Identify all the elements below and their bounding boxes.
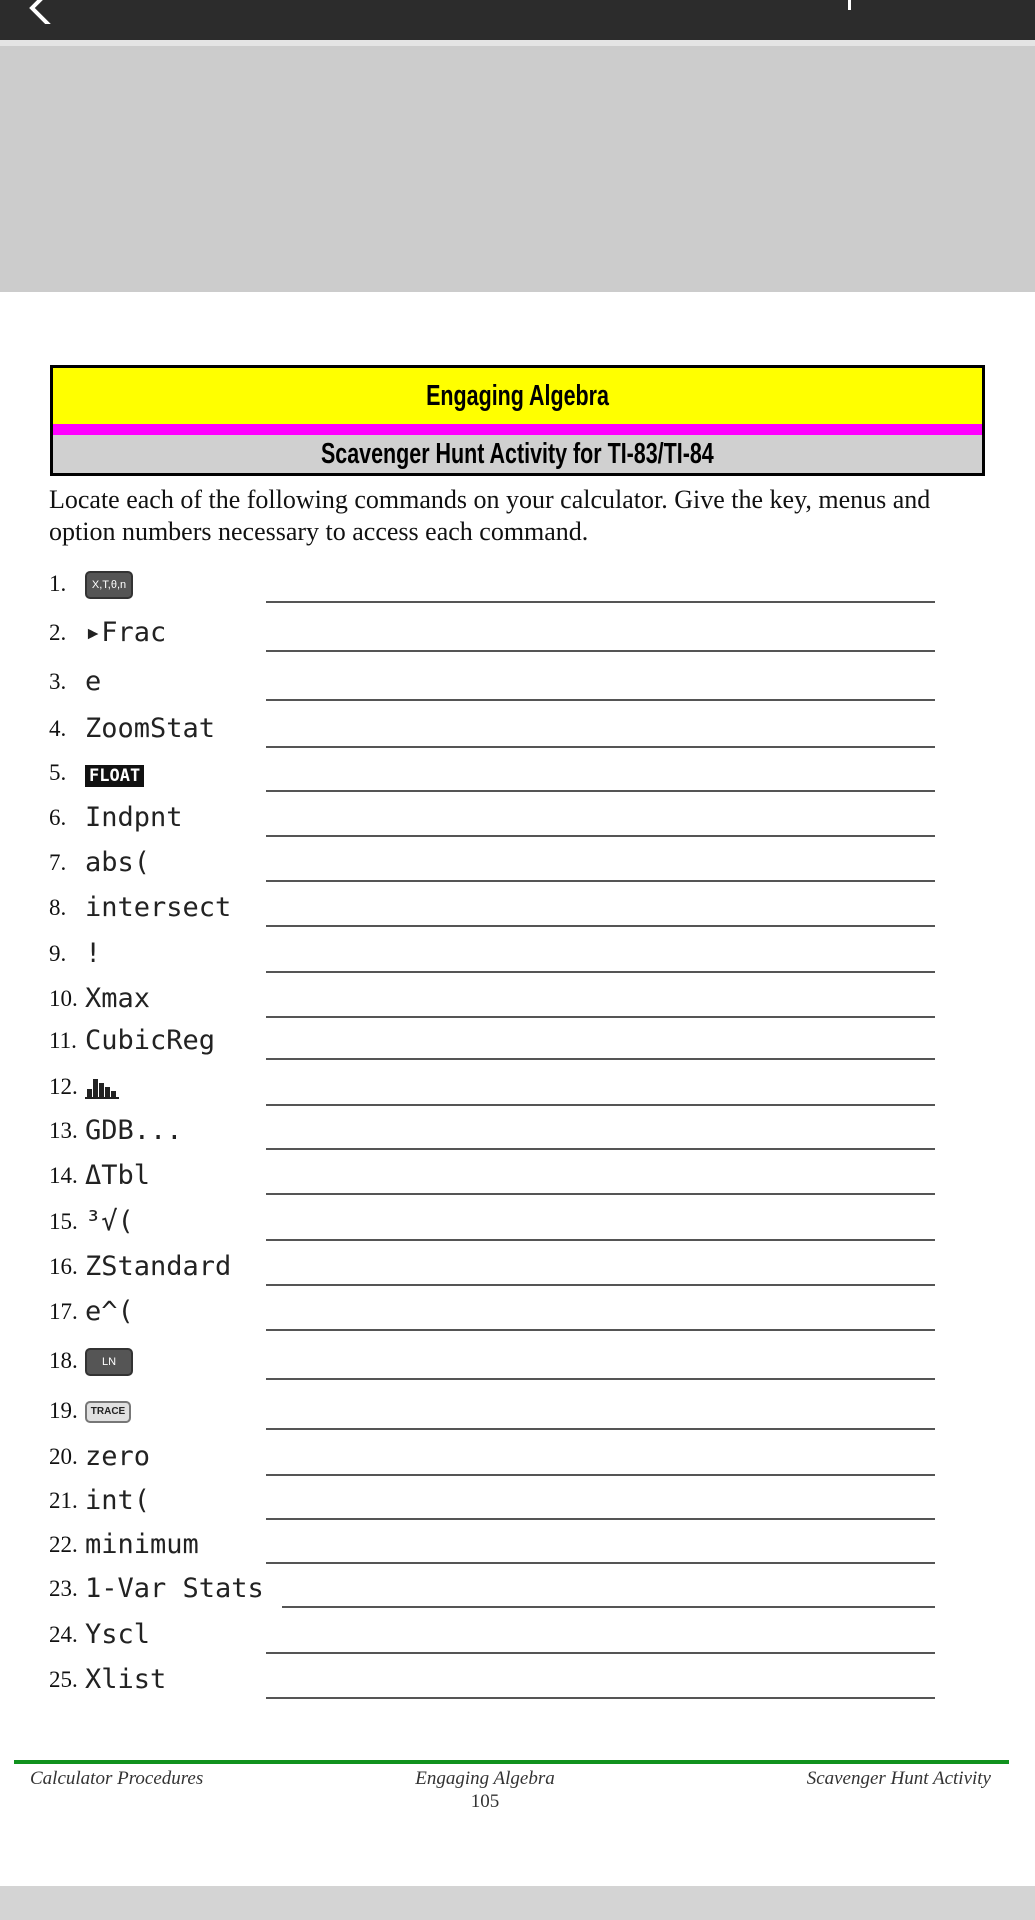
item-number: 4. [49,716,67,741]
answer-blank[interactable] [266,1193,935,1195]
answer-blank[interactable] [266,1428,935,1430]
histogram-icon [85,1071,123,1102]
answer-blank[interactable] [266,835,935,837]
answer-blank[interactable] [266,601,935,603]
answer-blank[interactable] [266,1104,935,1106]
answer-blank[interactable] [266,1562,935,1564]
answer-blank[interactable] [266,699,935,701]
answer-blank[interactable] [266,1329,935,1331]
menu-icon[interactable] [848,0,851,10]
answer-blank[interactable] [266,1474,935,1476]
answer-blank[interactable] [266,1378,935,1380]
answer-blank[interactable] [266,650,935,652]
footer-left-text: Calculator Procedures [30,1768,204,1789]
calculator-key [85,1395,131,1426]
calculator-key-label: X,T,θ,n [85,571,133,599]
answer-blank[interactable] [266,790,935,792]
item-number: 20. [49,1444,78,1469]
banner-stripe [53,424,982,435]
item-number: 24. [49,1622,78,1647]
answer-blank[interactable] [266,1058,935,1060]
answer-blank[interactable] [266,925,935,927]
banner-subtitle-bar [53,435,982,473]
app-top-bar [0,0,1035,40]
item-number: 14. [49,1163,78,1188]
command-text: intersect [85,892,232,923]
command-text: zero [85,1441,151,1472]
command-text: ΔTbl [85,1160,151,1191]
calculator-key [85,1345,133,1376]
calculator-key [85,568,133,599]
item-number: 17. [49,1299,78,1324]
banner-title-bar [53,368,982,424]
command-text: ! [85,938,102,969]
command-text: CubicReg [85,1025,216,1056]
answer-blank[interactable] [266,1016,935,1018]
answer-blank[interactable] [266,1518,935,1520]
answer-blank[interactable] [266,1284,935,1286]
command-text: abs( [85,847,151,878]
command-text: ZoomStat [85,713,216,744]
item-number: 9. [49,941,67,966]
bottom-bar [0,1886,1035,1920]
item-number: 6. [49,805,67,830]
calculator-key-label: TRACE [85,1401,131,1423]
footer-right-text: Scavenger Hunt Activity [806,1768,991,1789]
command-text: e [85,666,102,697]
answer-blank[interactable] [266,1697,935,1699]
command-text: 1-Var Stats [85,1573,264,1604]
banner-title: Engaging Algebra [426,379,609,412]
command-text: e^( [85,1296,134,1327]
back-arrow-icon[interactable] [24,0,84,24]
item-number: 11. [49,1028,77,1053]
ad-placeholder [0,46,1035,292]
instructions-text: Locate each of the following commands on your calculator. Give the key, menus and option numbers necessary to access each command. [49,485,931,546]
command-text: ZStandard [85,1251,232,1282]
answer-blank[interactable] [266,1652,935,1654]
command-text: ³√( [85,1206,134,1237]
banner-subtitle: Scavenger Hunt Activity for TI-83/TI-84 [321,437,714,470]
item-number: 1. [49,571,67,596]
item-number: 25. [49,1667,78,1692]
inverse-label: FLOAT [85,765,144,787]
command-text: Indpnt [85,802,183,833]
item-number: 3. [49,669,67,694]
item-number: 19. [49,1398,78,1423]
inverse-text-token [85,757,144,788]
item-number: 23. [49,1576,78,1601]
page-number: 105 [470,1791,500,1812]
item-number: 12. [49,1074,78,1099]
answer-blank[interactable] [282,1606,935,1608]
item-number: 10. [49,986,78,1011]
command-text: ▸Frac [85,617,167,648]
command-text: Yscl [85,1619,151,1650]
calculator-key-label: LN [85,1348,133,1376]
item-number: 22. [49,1532,78,1557]
item-number: 2. [49,620,67,645]
item-number: 18. [49,1348,78,1373]
item-number: 15. [49,1209,78,1234]
answer-blank[interactable] [266,1239,935,1241]
item-number: 13. [49,1118,78,1143]
command-text: minimum [85,1529,199,1560]
item-number: 8. [49,895,67,920]
worksheet-banner [50,365,985,476]
item-number: 5. [49,760,67,785]
command-text: int( [85,1485,151,1516]
item-number: 16. [49,1254,78,1279]
command-text: GDB... [85,1115,183,1146]
footer-rule [14,1760,1009,1764]
answer-blank[interactable] [266,880,935,882]
answer-blank[interactable] [266,1148,935,1150]
command-text: Xmax [85,983,151,1014]
answer-blank[interactable] [266,746,935,748]
command-text: Xlist [85,1664,167,1695]
item-number: 7. [49,850,67,875]
item-number: 21. [49,1488,78,1513]
footer-center-text: Engaging Algebra [415,1768,555,1789]
answer-blank[interactable] [266,971,935,973]
